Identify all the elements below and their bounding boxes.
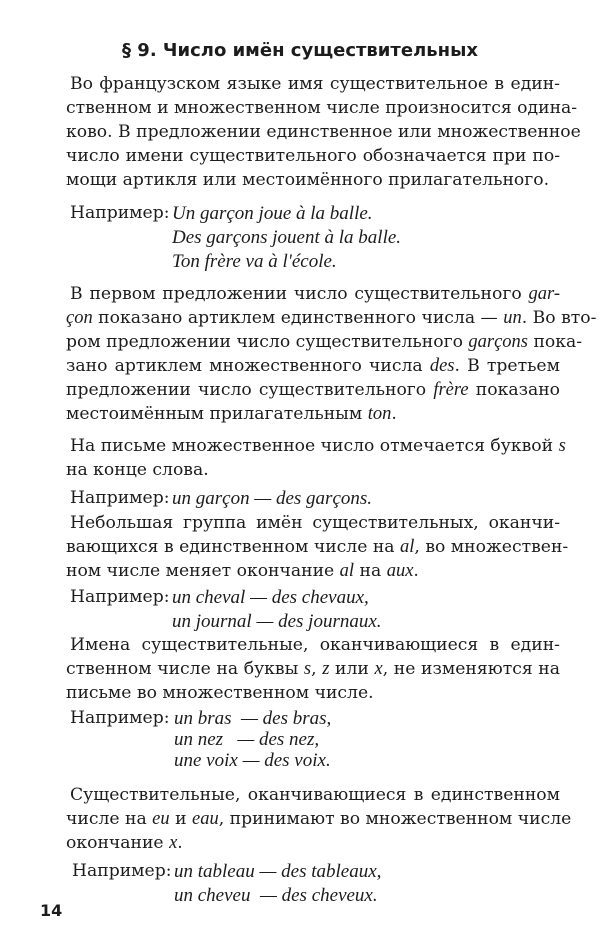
example1-item2: Des garçons jouent à la balle. — [172, 227, 402, 248]
example2-label: Например: — [70, 488, 170, 508]
example4-item1: un bras — des bras, — [174, 708, 332, 729]
para2-line4: зано артиклем множественного числа des. В третьем — [66, 356, 560, 376]
example3-item1: un cheval — des chevaux, — [172, 587, 369, 608]
example5-item2: un cheveu — des cheveux. — [174, 885, 378, 906]
example4-item3: une voix — des voix. — [174, 750, 331, 771]
para6-line2: числе на eu и eau, принимают во множественном числе — [66, 809, 572, 829]
section-heading: § 9. Число имён существительных — [122, 40, 478, 61]
para2-line2: çon показано артиклем единственного числа — un. Во вто- — [66, 308, 597, 328]
example1-label: Например: — [70, 203, 170, 223]
example5-label: Например: — [72, 861, 172, 881]
para1-line5: мощи артикля или местоимённого прилагательного. — [66, 170, 550, 190]
para6-line3: окончание x. — [66, 833, 183, 853]
example4-label: Например: — [70, 708, 170, 728]
para5-line3: письме во множественном числе. — [66, 683, 374, 703]
para5-line1: Имена существительные, оканчивающиеся в един- — [70, 635, 560, 655]
example3-label: Например: — [70, 587, 170, 607]
example5-item1: un tableau — des tableaux, — [174, 861, 382, 882]
para2-line6: местоимённым прилагательным ton. — [66, 404, 397, 424]
para4-line1: Небольшая группа имён существительных, оканчи- — [70, 513, 560, 533]
para2-line1: В первом предложении число существительного gar- — [70, 284, 560, 304]
page-number: 14 — [40, 901, 63, 920]
para1-line3: ково. В предложении единственное или множественное — [66, 122, 581, 142]
para1-line1: Во французском языке имя существительное в един- — [70, 74, 560, 94]
para5-line2: ственном числе на буквы s, z или x, не изменяются на — [66, 659, 560, 679]
example2-item: un garçon — des garçons. — [172, 488, 373, 509]
para4-line2: вающихся в единственном числе на al, во множествен- — [66, 537, 569, 557]
example3-item2: un journal — des journaux. — [172, 611, 382, 632]
para6-line1: Существительные, оканчивающиеся в единственном — [70, 785, 560, 805]
para3-line1: На письме множественное число отмечается буквой s — [70, 436, 566, 456]
para2-line3: ром предложении число существительного garçons пока- — [66, 332, 583, 352]
para2-line5: предложении число существительного frère показано — [66, 380, 560, 400]
para1-line4: число имени существительного обозначается при по- — [66, 146, 560, 166]
example1-item3: Ton frère va à l'école. — [172, 251, 337, 272]
para4-line3: ном числе меняет окончание al на aux. — [66, 561, 419, 581]
para3-line2: на конце слова. — [66, 460, 209, 480]
example1-item1: Un garçon joue à la balle. — [172, 203, 373, 224]
example4-item2: un nez — des nez, — [174, 729, 320, 750]
para1-line2: ственном и множественном числе произносится одина- — [66, 98, 578, 118]
